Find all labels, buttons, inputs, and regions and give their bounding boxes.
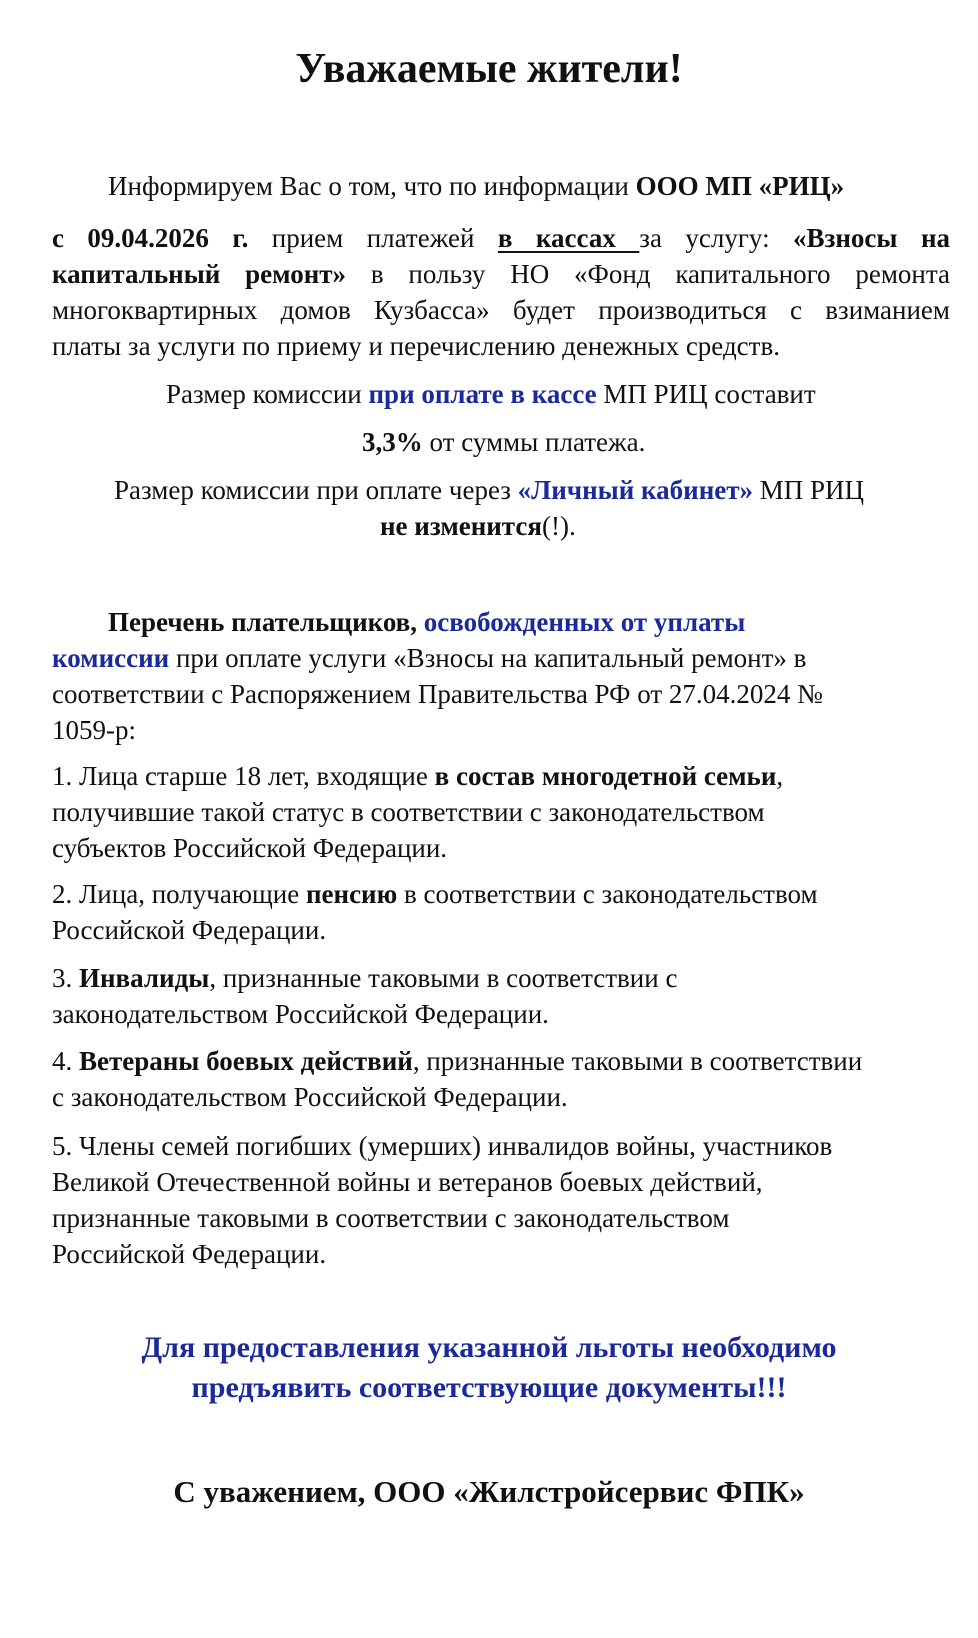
list-item-4: 4. Ветераны боевых действий, признанные таковыми в соответствии xyxy=(52,1046,863,1076)
commission-line-3: Размер комиссии при оплате через «Личный кабинет» МП РИЦ xyxy=(114,475,865,505)
commission-line-4: не изменится(!). xyxy=(380,511,576,541)
list-item-5: 5. Члены семей погибших (умерших) инвалидов войны, участников xyxy=(52,1131,833,1161)
list-item-5-line-3: признанные таковыми в соответствии с законодательством xyxy=(52,1203,730,1233)
exempt-line-4: 1059-р: xyxy=(52,715,136,745)
intro-line-5: платы за услуги по приему и перечислению денежных средств. xyxy=(52,331,780,361)
list-item-5-line-4: Российской Федерации. xyxy=(52,1239,327,1269)
list-item-3: 3. Инвалиды, признанные таковыми в соответствии с xyxy=(52,963,678,993)
start-date: с 09.04.2026 г. xyxy=(52,223,249,253)
intro-line-2: с 09.04.2026 г. прием платежей в кассах за услугу: «Взносы на xyxy=(52,223,950,253)
list-item-1: 1. Лица старше 18 лет, входящие в состав многодетной семьи, xyxy=(52,761,784,791)
documents-notice-line-2: предъявить соответствующие документы!!! xyxy=(191,1371,787,1404)
exempt-highlight: освобожденных от уплаты xyxy=(423,607,746,637)
service-name-part1: «Взносы на xyxy=(793,223,950,253)
will-not-change-text: не изменится xyxy=(380,511,542,541)
exempt-line-2: комиссии при оплате услуги «Взносы на капитальный ремонт» в xyxy=(52,643,807,673)
service-name-part2: капитальный ремонт» xyxy=(52,259,347,289)
page-title: Уважаемые жители! xyxy=(295,46,683,92)
intro-line-1: Информируем Вас о том, что по информации ООО МП «РИЦ» xyxy=(108,171,845,201)
organization-name: ООО МП «РИЦ» xyxy=(635,171,845,201)
list-item-1-line-2: получившие такой статус в соответствии с законодательством xyxy=(52,797,765,827)
commission-rate: 3,3% xyxy=(362,427,423,457)
list-item-4-line-2: с законодательством Российской Федерации. xyxy=(52,1082,568,1112)
documents-notice-line-1: Для предоставления указанной льготы необходимо xyxy=(141,1331,837,1364)
exempt-line-3: соответствии с Распоряжением Правительства РФ от 27.04.2024 № xyxy=(52,679,823,709)
commission-line-2: 3,3% от суммы платежа. xyxy=(362,427,646,457)
list-item-2: 2. Лица, получающие пенсию в соответствии с законодательством xyxy=(52,879,818,909)
commission-line-1: Размер комиссии при оплате в кассе МП РИЦ составит xyxy=(166,379,816,409)
list-item-2-line-2: Российской Федерации. xyxy=(52,915,327,945)
personal-account-highlight: «Личный кабинет» xyxy=(517,475,754,505)
intro-line-3: капитальный ремонт» в пользу НО «Фонд капитального ремонта xyxy=(52,259,950,289)
exempt-line-1: Перечень плательщиков, освобожденных от уплаты xyxy=(108,607,746,637)
commission-word-highlight: комиссии xyxy=(52,643,170,673)
cashier-payment-highlight: при оплате в кассе xyxy=(368,379,597,409)
intro-line-4: многоквартирных домов Кузбасса» будет производиться с взиманием xyxy=(52,295,950,325)
in-cashier-text: в кассах xyxy=(497,223,640,253)
list-item-1-line-3: субъектов Российской Федерации. xyxy=(52,833,448,863)
list-item-5-line-2: Великой Отечественной войны и ветеранов боевых действий, xyxy=(52,1167,763,1197)
signature: С уважением, ООО «Жилстройсервис ФПК» xyxy=(173,1474,805,1509)
list-item-3-line-2: законодательством Российской Федерации. xyxy=(52,999,549,1029)
